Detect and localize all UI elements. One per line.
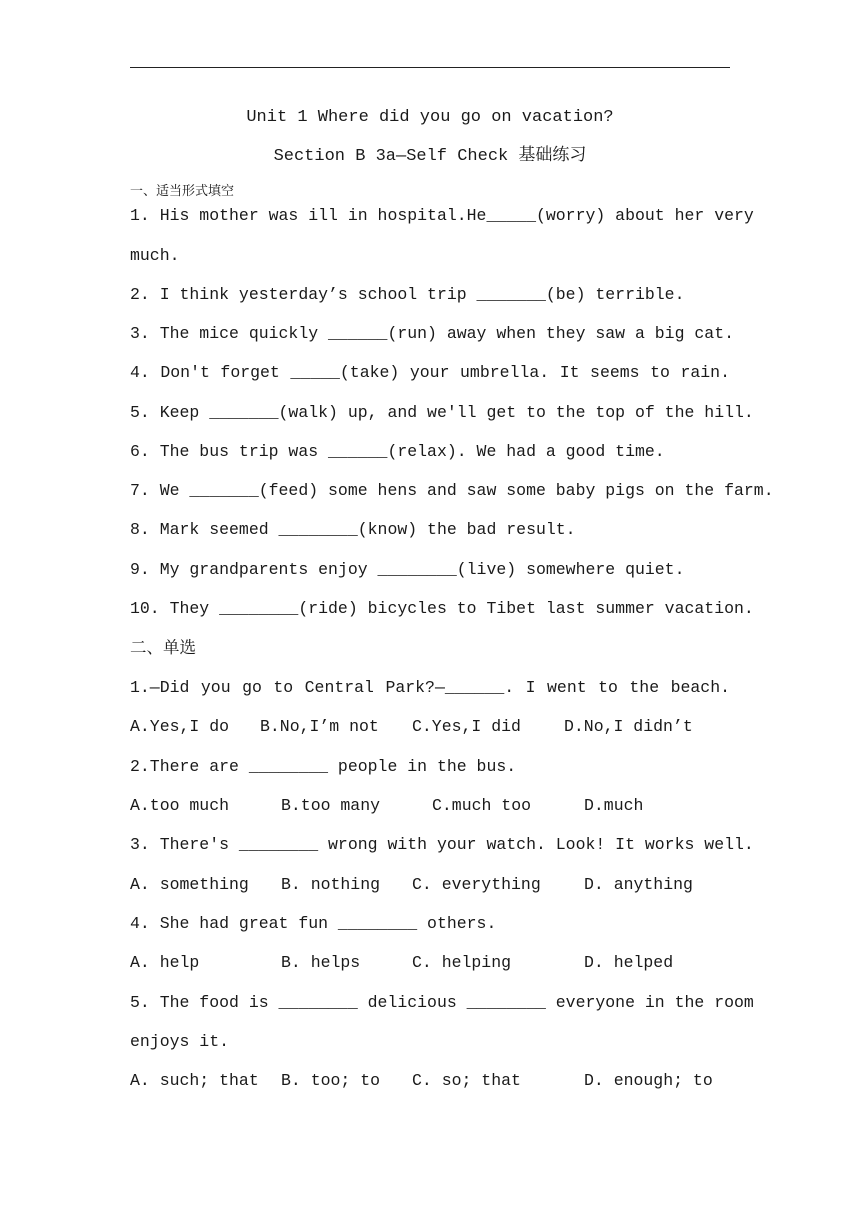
fill-in-item: 3. The mice quickly ______(run) away when they saw a big cat. — [130, 324, 734, 343]
mc-option-a: A. such; that — [130, 1071, 259, 1090]
page-title: Unit 1 Where did you go on vacation? — [246, 108, 614, 127]
fill-in-item: 2. I think yesterday’s school trip _______(be) terrible. — [130, 285, 685, 304]
header-rule — [130, 67, 730, 68]
mc-option-d: D. anything — [584, 875, 693, 894]
mc-option-c: C.Yes,I did — [412, 717, 521, 736]
mc-option-b: B.No,I’m not — [260, 717, 379, 736]
fill-in-item: 6. The bus trip was ______(relax). We had a good time. — [130, 442, 665, 461]
mc-option-a: A.too much — [130, 796, 230, 815]
section-fill-in-heading: 一、适当形式填空 — [130, 184, 235, 199]
mc-option-c: C.much too — [432, 796, 532, 815]
mc-option-d: D. helped — [584, 953, 674, 972]
mc-option-d: D. enough; to — [584, 1071, 713, 1090]
fill-in-item: 1. His mother was ill in hospital.He_____(worry) about her very — [130, 206, 754, 225]
mc-option-b: B. too; to — [281, 1071, 381, 1090]
fill-in-item: 8. Mark seemed ________(know) the bad result. — [130, 520, 576, 539]
fill-in-item: 5. Keep _______(walk) up, and we'll get to the top of the hill. — [130, 403, 754, 422]
fill-in-item: 9. My grandparents enjoy ________(live) somewhere quiet. — [130, 560, 685, 579]
mc-question: 4. She had great fun ________ others. — [130, 914, 497, 933]
mc-option-a: A. help — [130, 953, 200, 972]
page-subtitle: Section B 3a—Self Check 基础练习 — [273, 147, 587, 166]
fill-in-item: 4. Don't forget _____(take) your umbrella. It seems to rain. — [130, 363, 730, 382]
mc-option-b: B. nothing — [281, 875, 381, 894]
mc-option-d: D.much — [584, 796, 644, 815]
mc-option-a: A.Yes,I do — [130, 717, 230, 736]
fill-in-item-continued: much. — [130, 246, 180, 265]
mc-question: 3. There's ________ wrong with your watch. Look! It works well. — [130, 835, 754, 854]
fill-in-item: 10. They ________(ride) bicycles to Tibet last summer vacation. — [130, 599, 754, 618]
section-multiple-choice-heading: 二、单选 — [130, 638, 196, 657]
mc-option-c: C. helping — [412, 953, 512, 972]
mc-option-d: D.No,I didn’t — [564, 717, 693, 736]
mc-option-c: C. so; that — [412, 1071, 521, 1090]
mc-option-b: B. helps — [281, 953, 361, 972]
mc-option-c: C. everything — [412, 875, 541, 894]
mc-question-continued: enjoys it. — [130, 1032, 230, 1051]
mc-question: 1.—Did you go to Central Park?—______. I went to the beach. — [130, 678, 730, 697]
mc-option-b: B.too many — [281, 796, 381, 815]
fill-in-item: 7. We _______(feed) some hens and saw some baby pigs on the farm. — [130, 481, 774, 500]
mc-question: 2.There are ________ people in the bus. — [130, 757, 517, 776]
mc-option-a: A. something — [130, 875, 249, 894]
mc-question: 5. The food is ________ delicious ________ everyone in the room — [130, 993, 754, 1012]
